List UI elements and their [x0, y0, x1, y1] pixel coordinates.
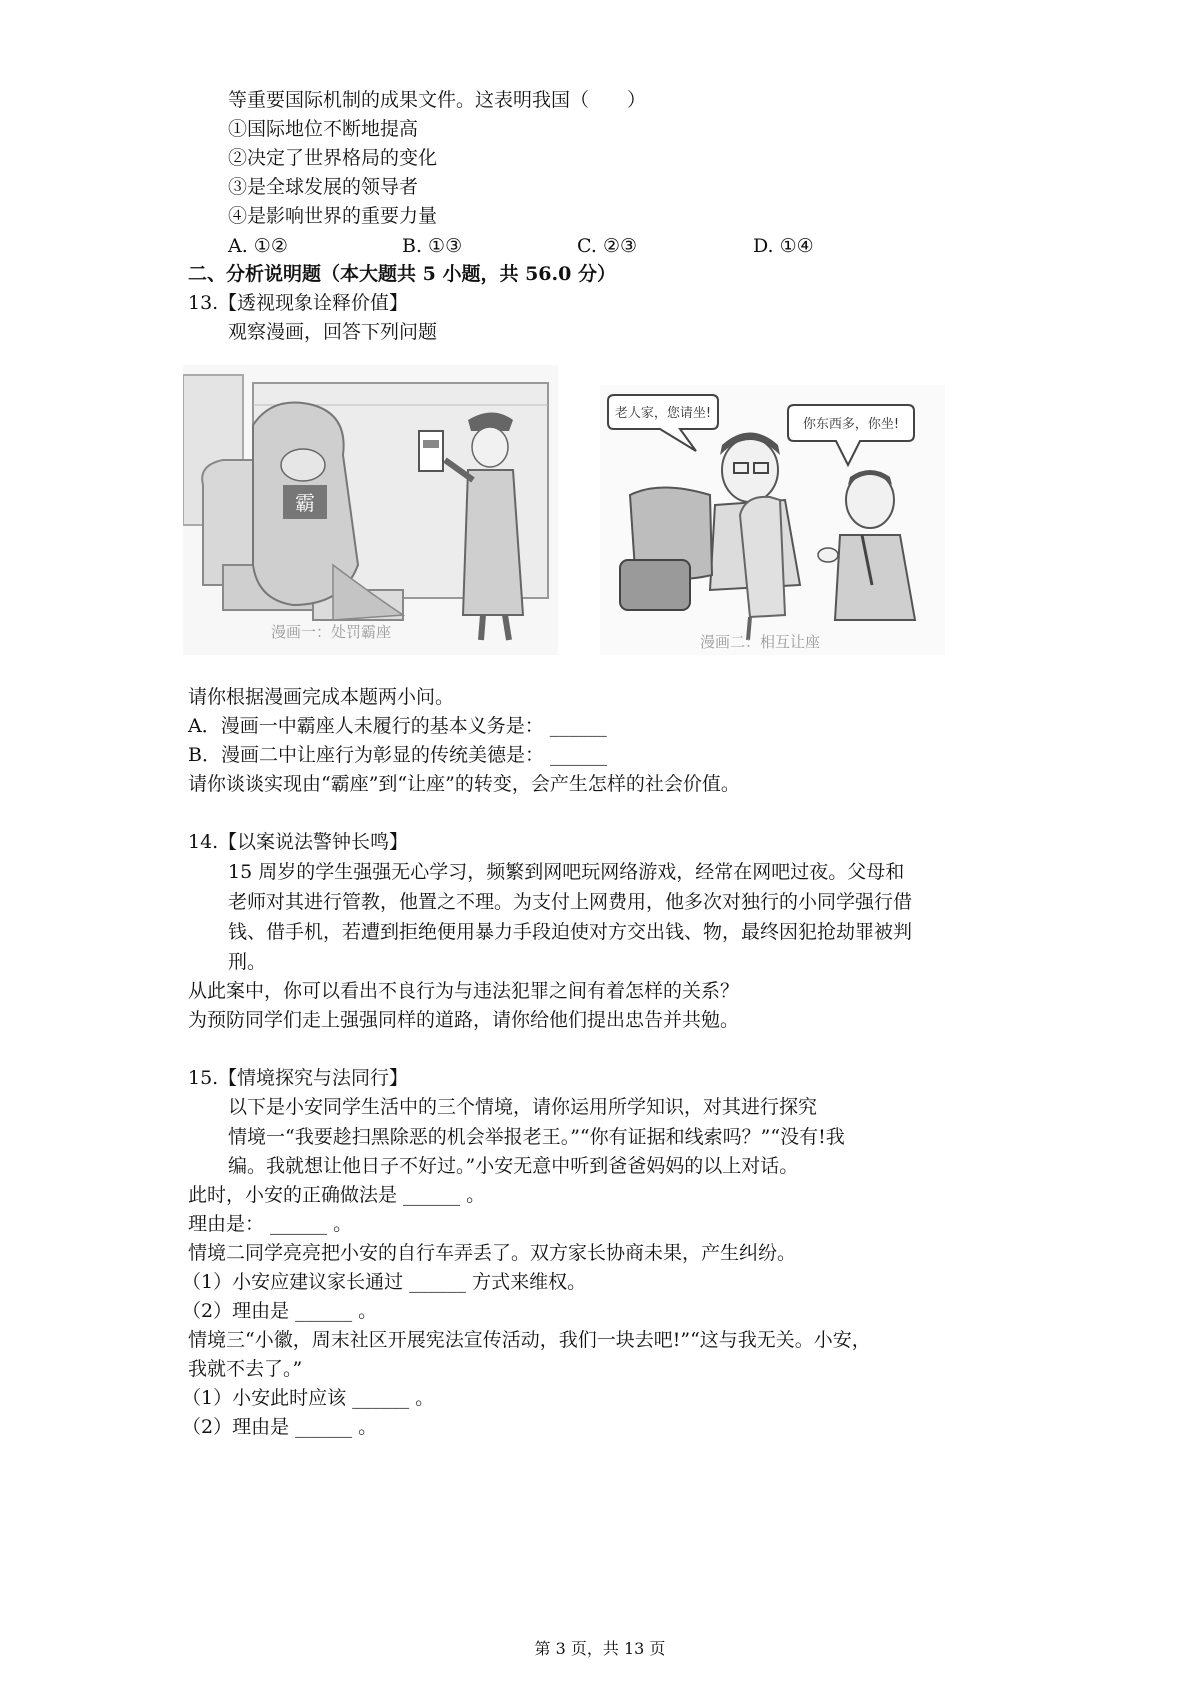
q15-title: 【情境探究与法同行】	[218, 1067, 409, 1089]
q15-scenario-2: 情境二同学亮亮把小安的自行车弄丢了。双方家长协商未果，产生纠纷。	[188, 1242, 797, 1264]
q14-title: 【以案说法警钟长鸣】	[218, 831, 409, 853]
q13-title: 【透视现象诠释价值】	[218, 292, 409, 314]
q14-case-line-3: 钱、借手机，若遭到拒绝便用暴力手段迫使对方交出钱、物，最终因犯抢劫罪被判	[228, 921, 913, 943]
q14-question-1: 从此案中，你可以看出不良行为与违法犯罪之间有着怎样的关系？	[188, 980, 740, 1002]
cartoon-1-seat-char: 霸	[295, 491, 315, 515]
q12-option-a: A. ①②	[228, 235, 288, 257]
page-footer: 第 3 页，共 13 页	[534, 1639, 666, 1658]
cartoon-1-image	[183, 365, 558, 655]
q15-scenario-3-q1: （1）小安此时应该 ______ 。	[182, 1387, 435, 1409]
q12-item-4: ④是影响世界的重要力量	[228, 205, 438, 227]
q14-number: 14.	[188, 831, 219, 853]
q13-number: 13.	[188, 292, 219, 314]
q14-case-line-4: 刑。	[228, 951, 267, 973]
q12-option-b: B. ①③	[402, 235, 463, 257]
q12-item-1: ①国际地位不断地提高	[228, 118, 419, 140]
q15-scenario-1-q1: 此时，小安的正确做法是 ______ 。	[188, 1184, 486, 1206]
q15-scenario-3-line-1: 情境三“小徽，周末社区开展宪法宣传活动，我们一块去吧!”“这与我无关。小安，	[188, 1329, 871, 1351]
q15-scenario-2-q2: （2）理由是 ______ 。	[182, 1300, 378, 1322]
q12-option-d: D. ①④	[753, 235, 814, 257]
q12-option-c: C. ②③	[577, 235, 638, 257]
q15-scenario-1-line-1: 情境一“我要趁扫黑除恶的机会举报老王。”“你有证据和线索吗？”“没有!我	[228, 1126, 845, 1148]
q12-item-2: ②决定了世界格局的变化	[228, 147, 438, 169]
q12-stem-tail: 等重要国际机制的成果文件。这表明我国（ ）	[228, 89, 647, 111]
cartoon-2-caption: 漫画二：相互让座	[700, 633, 821, 651]
q15-intro: 以下是小安同学生活中的三个情境，请你运用所学知识，对其进行探究	[228, 1096, 818, 1118]
q14-question-2: 为预防同学们走上强强同样的道路，请你给他们提出忠告并共勉。	[188, 1009, 740, 1031]
q14-case-line-1: 15 周岁的学生强强无心学习，频繁到网吧玩网络游戏，经常在网吧过夜。父母和	[228, 861, 905, 883]
section-title: 二、分析说明题（本大题共 5 小题，共 56.0 分）	[188, 263, 616, 285]
q13-part-b: B．漫画二中让座行为彰显的传统美德是： ______	[188, 744, 608, 766]
q13-part-c: 请你谈谈实现由“霸座”到“让座”的转变，会产生怎样的社会价值。	[188, 773, 740, 795]
q15-scenario-3-q2: （2）理由是 ______ 。	[182, 1416, 378, 1438]
q12-item-3: ③是全球发展的领导者	[228, 176, 419, 198]
q15-scenario-3-line-2: 我就不去了。”	[188, 1358, 303, 1380]
q15-scenario-2-q1: （1）小安应建议家长通过 ______ 方式来维权。	[182, 1271, 587, 1293]
cartoon-2-bubble-left: 老人家，您请坐!	[614, 406, 712, 421]
q13-prompt: 观察漫画，回答下列问题	[228, 321, 438, 343]
q13-part-a: A．漫画一中霸座人未履行的基本义务是： ______	[188, 715, 607, 737]
q14-case-line-2: 老师对其进行管教，他置之不理。为支付上网费用，他多次对独行的小同学强行借	[228, 891, 913, 913]
cartoon-2-bubble-right: 你东西多，你坐!	[802, 417, 900, 432]
q15-scenario-1-line-2: 编。我就想让他日子不好过。”小安无意中听到爸爸妈妈的以上对话。	[228, 1155, 799, 1177]
cartoon-2-image	[600, 385, 945, 655]
q15-scenario-1-q2: 理由是： ______ 。	[188, 1213, 353, 1235]
cartoon-1-caption: 漫画一：处罚霸座	[271, 623, 392, 641]
q15-number: 15.	[188, 1067, 219, 1089]
q13-intro: 请你根据漫画完成本题两小问。	[188, 686, 455, 708]
